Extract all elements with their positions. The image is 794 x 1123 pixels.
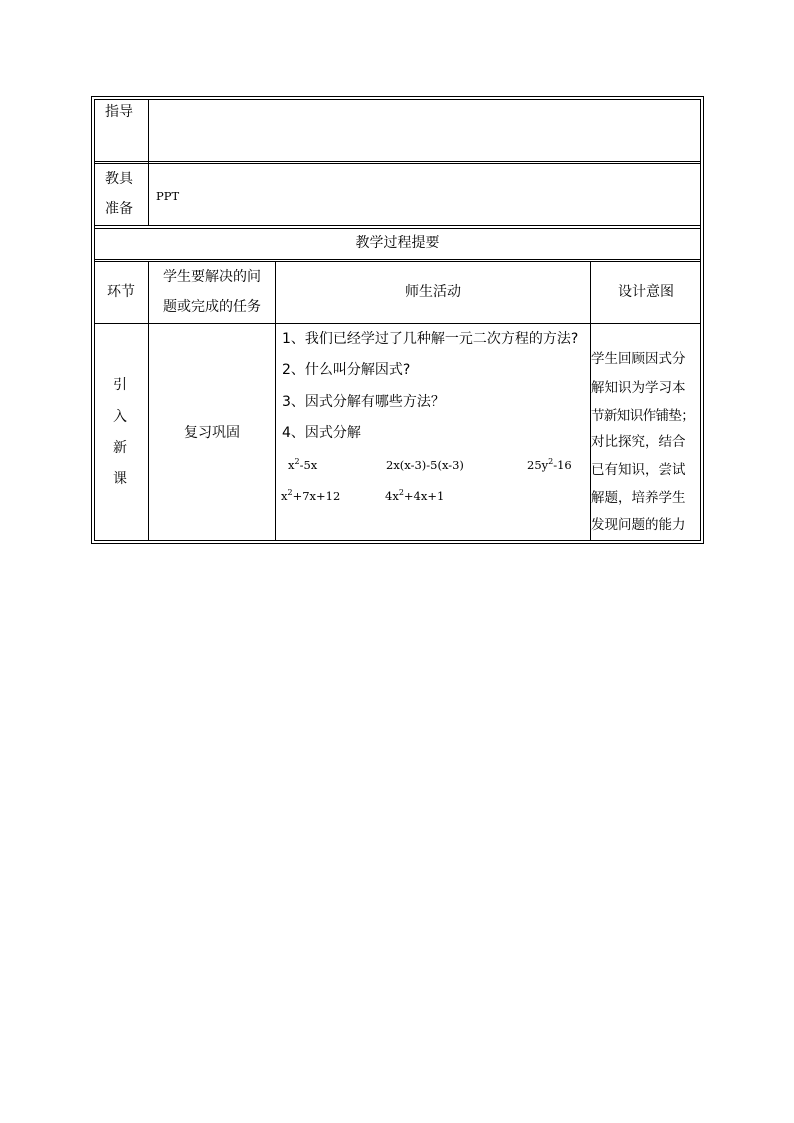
row-divider: [94, 161, 701, 162]
tools-value: PPT: [156, 189, 180, 203]
row-divider: [94, 163, 701, 164]
header-task-line2: 题或完成的任务: [163, 299, 261, 315]
stage-char: 课: [113, 471, 127, 487]
activity-line: 1、我们已经学过了几种解一元二次方程的方法?: [282, 331, 579, 347]
stage-char: 引: [113, 377, 127, 393]
activity-line: 2、什么叫分解因式?: [282, 362, 411, 378]
row-divider: [94, 261, 701, 262]
header-stage: 环节: [107, 284, 135, 300]
expression: $x^2-5x$: [288, 457, 318, 472]
header-intent: 设计意图: [618, 284, 674, 300]
row-divider: [94, 323, 701, 324]
intent-line: 发现问题的能力: [591, 517, 686, 533]
header-task-line1: 学生要解决的问: [163, 269, 261, 285]
process-title: 教学过程提要: [355, 235, 440, 251]
intent-line: 解知识为学习本: [591, 380, 686, 396]
stage-char: 新: [113, 440, 127, 456]
task-text: 复习巩固: [184, 425, 240, 441]
stage-char: 入: [113, 409, 127, 425]
expression: $4x^2+4x+1$: [385, 488, 445, 503]
intent-line: 节新知识作铺垫；: [591, 408, 695, 424]
guidance-label: 指导: [105, 104, 133, 120]
activity-line: 4、因式分解: [282, 425, 361, 441]
row-divider: [94, 228, 701, 229]
column-divider: [275, 261, 276, 541]
activity-line: 3、因式分解有哪些方法？: [282, 394, 445, 410]
tools-label-line2: 准备: [105, 201, 133, 217]
expression: $x^2+7x+12$: [281, 488, 341, 503]
tools-label-line1: 教具: [105, 171, 133, 187]
expression: 2x(x-3)-5(x-3): [386, 458, 464, 472]
column-divider: [148, 99, 149, 226]
expression: $25y^2-16$: [527, 457, 572, 472]
row-divider: [94, 225, 701, 226]
header-activity: 师生活动: [405, 284, 461, 300]
row-divider: [94, 259, 701, 260]
intent-line: 对比探究，结合: [591, 434, 686, 450]
intent-line: 已有知识，尝试: [591, 462, 686, 478]
intent-line: 学生回顾因式分: [591, 351, 686, 367]
intent-line: 解题，培养学生: [591, 490, 686, 506]
